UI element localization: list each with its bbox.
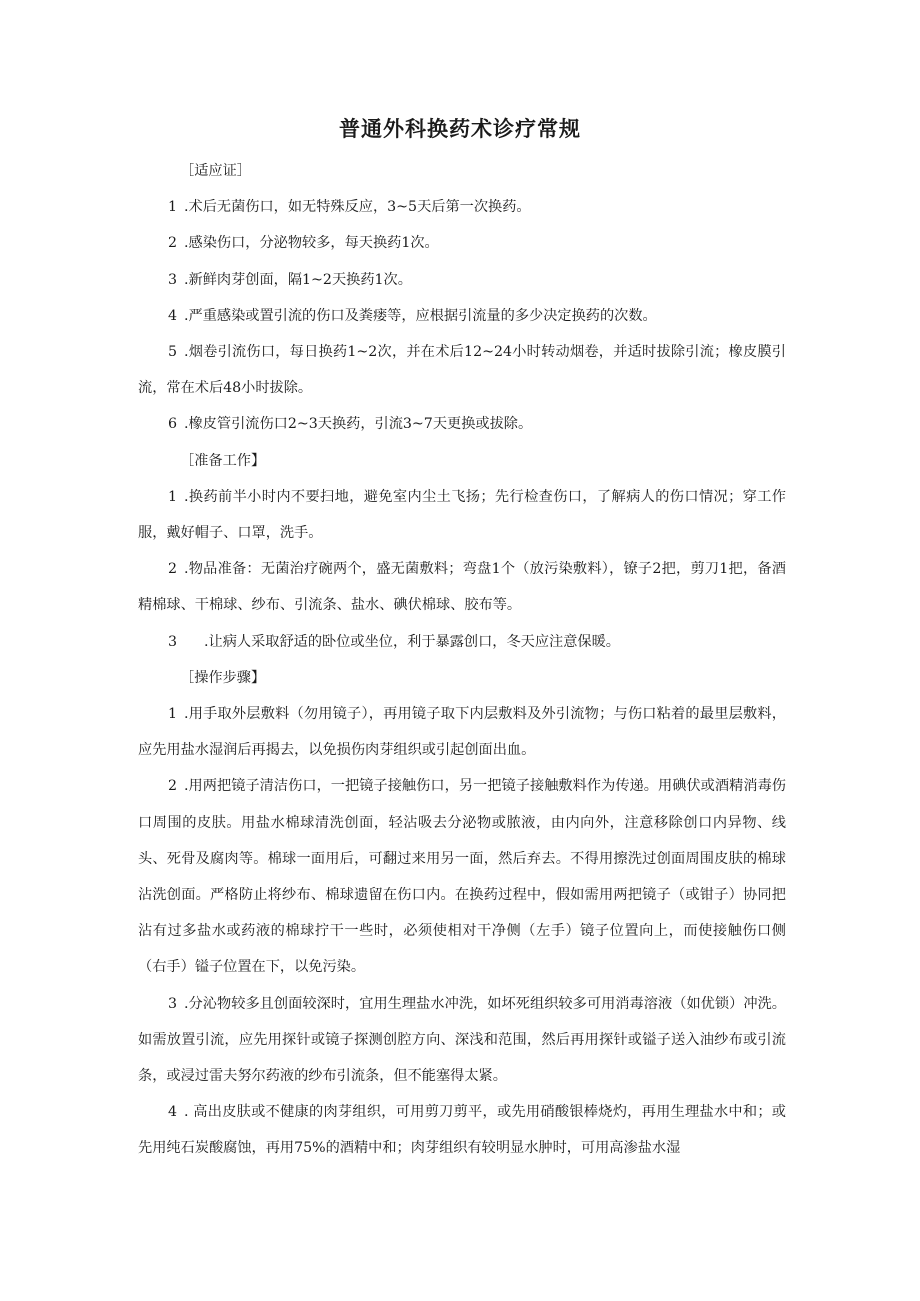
list-item	[138, 768, 786, 985]
list-item	[138, 262, 786, 298]
list-item	[138, 986, 786, 1095]
item-text: .烟卷引流伤口，每日换药1~2次，并在术后12~24小时转动烟卷，并适时拔除引流；橡皮膜引流，常在术后48小时拔除。	[138, 344, 786, 397]
item-text: .用两把镜子清洁伤口，一把镜子接触伤口，另一把镜子接触敷料作为传递。用碘伏或酒精消毒伤口周围的皮肤。用盐水棉球清洗创面，轻沾吸去分泌物或脓液，由内向外，注意移除创口内异物、线头、死骨及腐肉等。棉球一面用后，可翻过来用另一面，然后弃去。不得用擦洗过创面周围皮肤的棉球沾洗创面。严格防止将纱布、棉球遗留在伤口内。在换药过程中，假如需用两把镜子（或钳子）协同把沾有过多盐水或药液的棉球拧干一些时，必须使相对干净侧（左手）镜子位置向上，而使接触伤口侧（右手）镒子位置在下，以免污染。	[138, 778, 786, 976]
item-number: 3	[168, 271, 178, 288]
item-text: .橡皮管引流伤口2~3天换药，引流3~7天更换或拔除。	[184, 416, 533, 433]
section-heading-preparation: ［准备工作】	[180, 452, 266, 469]
document-body	[138, 153, 786, 1167]
list-item	[138, 334, 786, 406]
item-number: 4	[168, 1104, 178, 1121]
item-number: 6	[168, 416, 178, 433]
list-item	[138, 551, 786, 623]
item-text: .术后无菌伤口，如无特殊反应，3~5天后第一次换药。	[184, 199, 531, 216]
item-number: 3	[168, 633, 178, 650]
list-item	[138, 225, 786, 261]
list-item	[138, 624, 786, 660]
item-text: .物品准备：无菌治疗碗两个，盛无菌敷料；弯盘1个（放污染敷料），镣子2把，剪刀1把，备酒精棉球、干棉球、纱布、引流条、盐水、碘伏棉球、胶布等。	[138, 561, 786, 614]
list-item	[138, 406, 786, 442]
item-number: 1	[168, 706, 178, 723]
item-text: .用手取外层敷料（勿用镜子），再用镜子取下内层敷料及外引流物；与伤口粘着的最里层敷料，应先用盐水湿润后再揭去，以免损伤肉芽组织或引起创面出血。	[138, 706, 786, 759]
item-number: 2	[168, 778, 178, 795]
section-heading-procedure: ［操作步骤】	[180, 669, 266, 686]
item-text: .分沁物较多且创面较深时，宜用生理盐水冲洗，如坏死组织较多可用消毒溶液（如优锁）冲洗。如需放置引流，应先用探针或镜子探测创腔方向、深浅和范围，然后再用探针或镒子送入油纱布或引流条，或浸过雷夫努尔药液的纱布引流条，但不能塞得太紧。	[138, 995, 786, 1085]
section-heading-indications: ［适应证］	[180, 163, 251, 179]
list-item	[138, 189, 786, 225]
item-text: .严重感染或置引流的伤口及粪瘘等，应根据引流量的多少决定换药的次数。	[184, 307, 657, 324]
item-text: .感染伤口，分泌物较多，每天换药1次。	[184, 235, 439, 252]
list-item	[138, 696, 786, 768]
item-text: .换药前半小时内不要扫地，避免室内尘土飞扬；先行检查伤口，了解病人的伤口情况；穿工作服，戴好帽子、口罩，洗手。	[138, 488, 786, 542]
item-number: 1	[168, 199, 178, 216]
item-number: 1	[168, 488, 178, 505]
item-text: . 高出皮肤或不健康的肉芽组织，可用剪刀剪平，或先用硝酸银棒烧灼，再用生理盐水中和；或先用纯石炭酸腐蚀，再用75%的酒精中和；肉芽组织有较明显水肿时，可用高渗盐水湿	[138, 1104, 786, 1157]
item-text: .新鲜肉芽创面，隔1~2天换药1次。	[184, 271, 412, 288]
item-number: 2	[168, 235, 178, 252]
item-number: 5	[168, 344, 178, 361]
item-text: .让病人采取舒适的卧位或坐位，利于暴露创口，冬天应注意保暖。	[204, 633, 620, 650]
document-title: 普通外科换药术诊疗常规	[339, 117, 581, 141]
list-item	[138, 1094, 786, 1166]
item-number: 2	[168, 561, 178, 578]
list-item	[138, 298, 786, 334]
list-item	[138, 479, 786, 551]
item-number: 4	[168, 307, 178, 324]
item-number: 3	[168, 995, 178, 1012]
